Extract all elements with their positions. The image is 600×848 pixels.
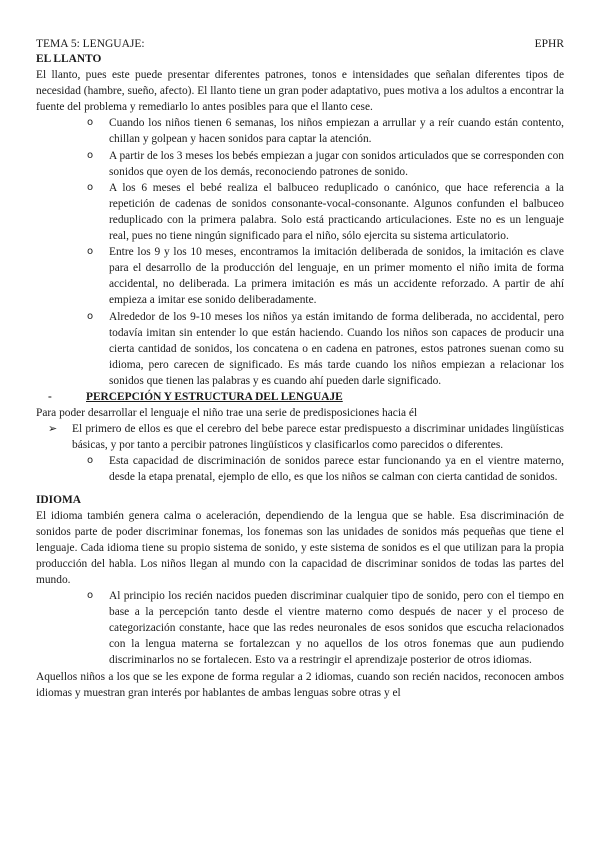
- list-item: o Cuando los niños tienen 6 semanas, los niños empiezan a arrullar y a reír cuando están contento, chillan y golpean y hacen sonidos para captar la atención.: [87, 117, 564, 146]
- idioma-closing-paragraph: Aquellos niños a los que se les expone de forma regular a 2 idiomas, cuando son recién nacidos, reconocen ambos idiomas y muestran gran interés por hablantes de ambas lenguas sobre otras y el: [36, 670, 564, 699]
- list-item: o Alrededor de los 9-10 meses los niños ya están imitando de forma deliberada, no accidental, pero todavía imitan sin entender lo que están haciendo. Cuando los niños son capaces de producir una cierta cantidad de sonidos, los concatena o en cadena en patrones, estos patrones suenan como su idioma, pero carecen de significado. Es más tarde cuando los niños empiezan a relacionar los sonidos que tienen las palabras y es cuando ahí pueden darle significado.: [87, 310, 564, 387]
- header-topic: TEMA 5: LENGUAJE:: [36, 38, 145, 50]
- bullet-marker: o: [87, 455, 94, 467]
- header-initials: EPHR: [534, 38, 564, 50]
- list-item: o Al principio los recién nacidos pueden discriminar cualquier tipo de sonido, pero con el tiempo en base a la percepción tanto desde el vientre materno como después de nacer y el proceso de categorización constante, hace que las redes neuronales de esos sonidos que escucha relacionados con la lengua materna se fortalezcan y no aquellos de los otros fonemas que aun pudiendo discriminarlos no se fortalecen. Esto va a restringir el aprendizaje posterior de otros idiomas.: [87, 590, 564, 667]
- bullet-marker: o: [87, 590, 94, 602]
- bullet-marker: o: [87, 181, 94, 193]
- list-item: o Esta capacidad de discriminación de sonidos parece estar funcionando ya en el vientre materno, desde la etapa prenatal, ejemplo de ello, es que los niños se calman con cierta cantidad de sonidos.: [87, 455, 564, 484]
- bullet-marker: o: [87, 117, 94, 129]
- document-body: [36, 51, 564, 701]
- section-heading-percepcion: [36, 389, 564, 405]
- bullet-marker: o: [87, 149, 94, 161]
- list-item: ➢ El primero de ellos es que el cerebro del bebe parece estar predispuesto a discriminar unidades lingüísticas básicas, y por tanto a percibir patrones lingüísticos y clasificarlos como parecidos o diferentes.: [48, 422, 564, 452]
- bullet-marker: o: [87, 246, 94, 258]
- arrow-bullet-icon: ➢: [48, 422, 58, 436]
- percepcion-sublist: [36, 453, 564, 485]
- heading-dash: -: [48, 390, 52, 403]
- heading-text: PERCEPCIÓN Y ESTRUCTURA DEL LENGUAJE: [86, 390, 343, 403]
- idioma-bullet-list: [36, 588, 564, 668]
- percepcion-list: [36, 421, 564, 453]
- section-title-llanto: EL LLANTO: [36, 53, 102, 65]
- percepcion-intro: Para poder desarrollar el lenguaje el niño trae una serie de predisposiciones hacia él: [36, 407, 418, 420]
- list-item: o A partir de los 3 meses los bebés empiezan a jugar con sonidos articulados que se corresponden con sonidos que oyen de los demás, reconociendo patrones de sonido.: [87, 149, 564, 178]
- llanto-bullet-list: [36, 115, 564, 389]
- idioma-paragraph: El idioma también genera calma o aceleración, dependiendo de la lengua que se hable. Esa discriminación de sonidos parte de poder discriminar fonemas, los fonemas son las unidades de sonidos más pequeñas que tiene el lenguaje. Cada idioma tiene su propio sistema de sonido, y este sistema de sonidos es el que utilizan para la propia producción del habla. Los niños llegan al mundo con la capacidad de discriminar sonidos de todas las partes del mundo.: [36, 509, 564, 586]
- llanto-intro: El llanto, pues este puede presentar diferentes patrones, tonos e intensidades que señalan diferentes tipos de necesidad (hambre, sueño, afecto). El llanto tiene un gran poder adaptativo, pues motiva a los adultos a encontrar la fuente del problema y remediarlo lo antes posibles para que el llanto cese.: [36, 69, 564, 114]
- bullet-marker: o: [87, 310, 94, 322]
- list-item: o Entre los 9 y los 10 meses, encontramos la imitación deliberada de sonidos, la imitación es clave para el desarrollo de la producción del lenguaje, en un primer momento el niño imita de forma accidental, no deliberada. La primera imitación es más un accidente reforzado. A partir de ahí empieza a imitar ese sonido deliberadamente.: [87, 246, 564, 307]
- section-title-idioma: IDIOMA: [36, 493, 81, 506]
- list-item: o A los 6 meses el bebé realiza el balbuceo reduplicado o canónico, que hace referencia a la repetición de cadenas de sonidos consonante-vocal-consonante. Algunos confunden el balbuceo reduplicado con la primera palabra. Solo está practicando articulaciones. Este no es un lenguaje real, pues no tiene ningún significado para el niño, sólo ejercita su sistema articulatorio.: [87, 181, 564, 243]
